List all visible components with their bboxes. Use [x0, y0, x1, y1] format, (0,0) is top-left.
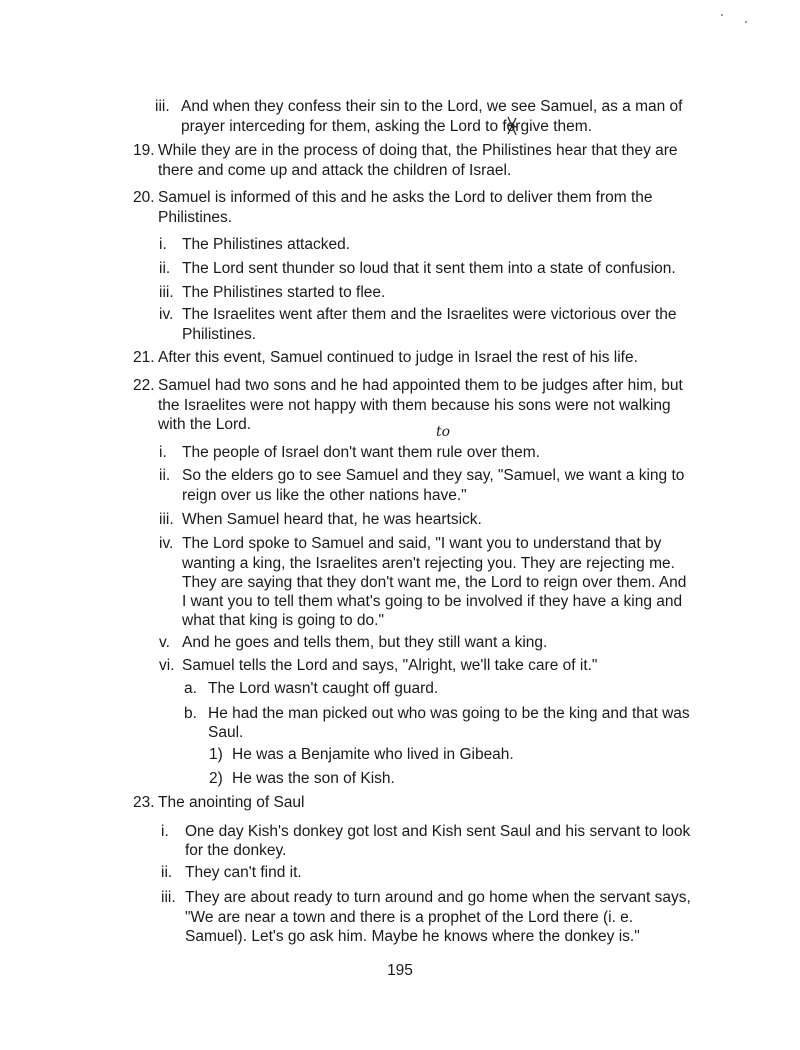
- strikeout-mark-icon: [505, 115, 519, 137]
- list-marker: 23.: [133, 794, 155, 811]
- line-text: The Lord wasn't caught off guard.: [208, 680, 439, 697]
- line-text: The Israelites went after them and the Israelites were victorious over the: [182, 306, 677, 323]
- line-text: "We are near a town and there is a prophet of the Lord there (i. e.: [185, 909, 634, 926]
- line-text: Samuel tells the Lord and says, "Alright, we'll take care of it.": [182, 657, 598, 674]
- line-text: The people of Israel don't want them rule over them.: [182, 444, 540, 461]
- list-marker: i.: [161, 823, 169, 840]
- line-text: the Israelites were not happy with them because his sons were not walking: [158, 397, 671, 414]
- line-text: Philistines.: [158, 209, 233, 226]
- handwritten-insertion: to: [436, 424, 451, 440]
- list-marker: iv.: [159, 535, 174, 552]
- list-marker: iii.: [161, 889, 176, 906]
- line-text: They are about ready to turn around and go home when the servant says,: [185, 889, 691, 906]
- list-marker: iv.: [159, 306, 174, 323]
- line-text: Samuel had two sons and he had appointed them to be judges after him, but: [158, 377, 683, 394]
- line-text: what that king is going to do.": [182, 612, 384, 629]
- scan-speck: [721, 14, 723, 16]
- line-text: When Samuel heard that, he was heartsick.: [182, 511, 482, 528]
- list-marker: ii.: [161, 864, 173, 881]
- line-text: there and come up and attack the children of Israel.: [158, 162, 512, 179]
- line-text: They can't find it.: [185, 864, 302, 881]
- list-marker: a.: [184, 680, 197, 697]
- list-marker: 19.: [133, 142, 155, 159]
- line-text: Samuel). Let's go ask him. Maybe he knows where the donkey is.": [185, 928, 640, 945]
- line-text: One day Kish's donkey got lost and Kish sent Saul and his servant to look: [185, 823, 691, 840]
- page-number: 195: [387, 962, 413, 979]
- line-text: They are saying that they don't want me, the Lord to reign over them. And: [182, 574, 687, 591]
- line-text: for the donkey.: [185, 842, 287, 859]
- line-text: After this event, Samuel continued to judge in Israel the rest of his life.: [158, 349, 638, 366]
- line-text: reign over us like the other nations have.": [182, 487, 467, 504]
- list-marker: 1): [209, 746, 223, 763]
- list-marker: 22.: [133, 377, 155, 394]
- list-marker: ii.: [159, 260, 171, 277]
- line-text: While they are in the process of doing that, the Philistines hear that they are: [158, 142, 678, 159]
- list-marker: ii.: [159, 467, 171, 484]
- list-marker: v.: [159, 634, 170, 651]
- line-text: So the elders go to see Samuel and they say, "Samuel, we want a king to: [182, 467, 685, 484]
- line-text: Samuel is informed of this and he asks the Lord to deliver them from the: [158, 189, 653, 206]
- line-text: The Philistines started to flee.: [182, 284, 386, 301]
- list-marker: 20.: [133, 189, 155, 206]
- line-text: And he goes and tells them, but they still want a king.: [182, 634, 548, 651]
- line-text: The Lord sent thunder so loud that it sent them into a state of confusion.: [182, 260, 676, 277]
- line-text: with the Lord.: [158, 416, 252, 433]
- line-text: wanting a king, the Israelites aren't rejecting you. They are rejecting me.: [182, 555, 675, 572]
- list-marker: iii.: [159, 511, 174, 528]
- line-text: The Lord spoke to Samuel and said, "I want you to understand that by: [182, 535, 662, 552]
- line-text: He was the son of Kish.: [232, 770, 395, 787]
- scan-speck: [745, 21, 747, 23]
- line-text: The Philistines attacked.: [182, 236, 351, 253]
- line-text: prayer interceding for them, asking the Lord to forgive them.: [181, 118, 592, 135]
- list-marker: i.: [159, 444, 167, 461]
- list-marker: iii.: [155, 98, 170, 115]
- list-marker: b.: [184, 705, 197, 722]
- line-text: He had the man picked out who was going to be the king and that was: [208, 705, 690, 722]
- list-marker: 2): [209, 770, 223, 787]
- line-text: I want you to tell them what's going to be involved if they have a king and: [182, 593, 683, 610]
- list-marker: iii.: [159, 284, 174, 301]
- list-marker: 21.: [133, 349, 155, 366]
- list-marker: vi.: [159, 657, 175, 674]
- line-text: And when they confess their sin to the Lord, we see Samuel, as a man of: [181, 98, 683, 115]
- line-text: The anointing of Saul: [158, 794, 305, 811]
- line-text: He was a Benjamite who lived in Gibeah.: [232, 746, 514, 763]
- line-text: Philistines.: [182, 326, 257, 343]
- list-marker: i.: [159, 236, 167, 253]
- line-text: Saul.: [208, 724, 244, 741]
